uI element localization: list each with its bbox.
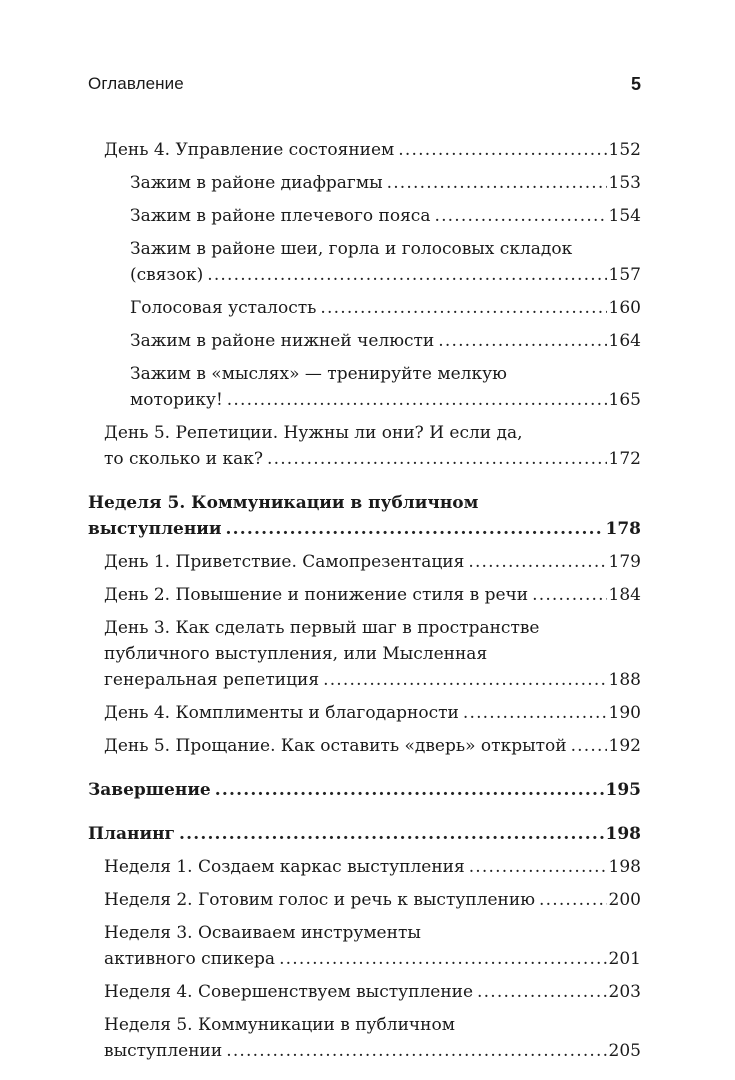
toc-entry-leader-row [130, 387, 641, 413]
toc-entry-leader-row [104, 946, 641, 972]
toc-entry-line: Неделя 5. Коммуникации в публичном [104, 1015, 455, 1035]
toc-entry-line: Зажим в «мыслях» — тренируйте мелкую [130, 364, 507, 384]
dot-leader [279, 946, 606, 972]
toc-entry-line: Завершение [88, 780, 211, 800]
toc-entry-page: 184 [608, 585, 641, 605]
toc-entry-page: 190 [608, 703, 641, 723]
toc-entry-leader-row [104, 854, 641, 880]
toc-entry-page: 153 [608, 173, 641, 193]
dot-leader [532, 582, 606, 608]
toc-entry-leader-row [104, 582, 641, 608]
toc-entry-page: 195 [605, 780, 641, 800]
dot-leader [539, 887, 607, 913]
toc-entry-leader-row [130, 328, 641, 354]
toc-entry[interactable] [88, 854, 641, 880]
dot-leader [387, 170, 607, 196]
toc-entry-page: 200 [608, 890, 641, 910]
toc-entry-line: Неделя 5. Коммуникации в публичном [88, 493, 479, 513]
toc-entry-leader-row [104, 979, 641, 1005]
toc-entry-line: Зажим в районе нижней челюсти [130, 331, 435, 351]
toc-entry-leader-row [104, 667, 641, 693]
toc-entry-line: моторику! [130, 390, 223, 410]
toc-entry[interactable] [88, 733, 641, 759]
toc-entry-line: Зажим в районе шеи, горла и голосовых складок [130, 239, 573, 259]
toc-entry-line: День 5. Прощание. Как оставить «дверь» открытой [104, 736, 567, 756]
dot-leader [226, 516, 604, 542]
toc-entry-line: Зажим в районе плечевого пояса [130, 206, 431, 226]
toc-entry[interactable] [88, 420, 641, 472]
toc-entry-line: День 3. Как сделать первый шаг в пространстве [104, 618, 540, 638]
table-of-contents [88, 137, 641, 1071]
toc-entry-line: то сколько и как? [104, 449, 263, 469]
dot-leader [226, 1038, 606, 1064]
toc-entry-page: 192 [608, 736, 641, 756]
toc-entry-line: День 4. Комплименты и благодарности [104, 703, 459, 723]
toc-entry-leader-row [104, 549, 641, 575]
toc-entry-line: активного спикера [104, 949, 276, 969]
toc-entry-line: День 4. Управление состоянием [104, 140, 395, 160]
dot-leader [215, 777, 604, 803]
toc-entry-line: Неделя 1. Создаем каркас выступления [104, 857, 465, 877]
running-header-title: Оглавление [88, 74, 184, 93]
dot-leader [571, 733, 607, 759]
toc-entry-leader-row [130, 203, 641, 229]
toc-entry-page: 201 [608, 949, 641, 969]
running-header [88, 74, 641, 100]
dot-leader [434, 203, 606, 229]
toc-entry-leader-row [104, 137, 641, 163]
toc-entry-page: 188 [608, 670, 641, 690]
toc-entry-page: 154 [608, 206, 641, 226]
toc-entry-line: Планинг [88, 824, 175, 844]
toc-section-heading[interactable] [88, 490, 641, 542]
toc-entry-page: 203 [608, 982, 641, 1002]
toc-entry-leader-row [104, 1038, 641, 1064]
toc-entry-page: 172 [608, 449, 641, 469]
toc-entry-leader-row [130, 170, 641, 196]
toc-entry[interactable] [88, 582, 641, 608]
dot-leader [398, 137, 606, 163]
dot-leader [468, 549, 606, 575]
toc-entry-line: выступлении [104, 1041, 223, 1061]
toc-entry-page: 152 [608, 140, 641, 160]
page-number: 5 [630, 74, 641, 94]
toc-entry-leader-row [130, 262, 641, 288]
toc-entry-page: 178 [605, 519, 641, 539]
toc-entry-page: 179 [608, 552, 641, 572]
toc-entry-leader-row [88, 821, 641, 847]
toc-entry-page: 198 [608, 857, 641, 877]
toc-entry-leader-row [104, 446, 641, 472]
toc-entry-leader-row [130, 295, 641, 321]
toc-entry-page: 205 [608, 1041, 641, 1061]
toc-entry-page: 164 [608, 331, 641, 351]
toc-entry-leader-row [104, 733, 641, 759]
toc-entry-line: генеральная репетиция [104, 670, 320, 690]
toc-entry[interactable] [88, 328, 641, 354]
toc-section-heading[interactable] [88, 777, 641, 803]
toc-entry[interactable] [88, 137, 641, 163]
toc-entry[interactable] [88, 700, 641, 726]
toc-entry-line: (связок) [130, 265, 204, 285]
toc-entry-line: выступлении [88, 519, 222, 539]
toc-entry[interactable] [88, 979, 641, 1005]
toc-entry-line: Голосовая усталость [130, 298, 317, 318]
dot-leader [267, 446, 607, 472]
toc-entry-page: 157 [608, 265, 641, 285]
dot-leader [207, 262, 606, 288]
toc-entry[interactable] [88, 236, 641, 288]
dot-leader [227, 387, 607, 413]
toc-entry-page: 198 [605, 824, 641, 844]
toc-entry-line: День 1. Приветствие. Самопрезентация [104, 552, 465, 572]
toc-entry[interactable] [88, 615, 641, 693]
toc-entry-line: Неделя 3. Осваиваем инструменты [104, 923, 421, 943]
toc-entry-line: День 2. Повышение и понижение стиля в речи [104, 585, 529, 605]
dot-leader [179, 821, 604, 847]
toc-entry[interactable] [88, 1012, 641, 1064]
dot-leader [463, 700, 607, 726]
toc-entry-leader-row [88, 516, 641, 542]
toc-entry-leader-row [104, 700, 641, 726]
dot-leader [469, 854, 607, 880]
toc-entry[interactable] [88, 549, 641, 575]
toc-entry-line: Зажим в районе диафрагмы [130, 173, 383, 193]
toc-entry-line: День 5. Репетиции. Нужны ли они? И если да, [104, 423, 523, 443]
toc-entry[interactable] [88, 887, 641, 913]
toc-entry-leader-row [104, 887, 641, 913]
dot-leader [320, 295, 606, 321]
toc-entry-line: Неделя 4. Совершенствуем выступление [104, 982, 474, 1002]
dot-leader [323, 667, 606, 693]
toc-entry-line: Неделя 2. Готовим голос и речь к выступлению [104, 890, 536, 910]
toc-entry[interactable] [88, 203, 641, 229]
toc-entry[interactable] [88, 920, 641, 972]
dot-leader [438, 328, 606, 354]
toc-section-heading[interactable] [88, 821, 641, 847]
toc-entry-leader-row [88, 777, 641, 803]
toc-entry[interactable] [88, 361, 641, 413]
toc-entry[interactable] [88, 170, 641, 196]
toc-entry-page: 160 [608, 298, 641, 318]
toc-entry-line: публичного выступления, или Мысленная [104, 644, 488, 664]
toc-entry[interactable] [88, 295, 641, 321]
toc-entry-page: 165 [608, 390, 641, 410]
dot-leader [477, 979, 607, 1005]
